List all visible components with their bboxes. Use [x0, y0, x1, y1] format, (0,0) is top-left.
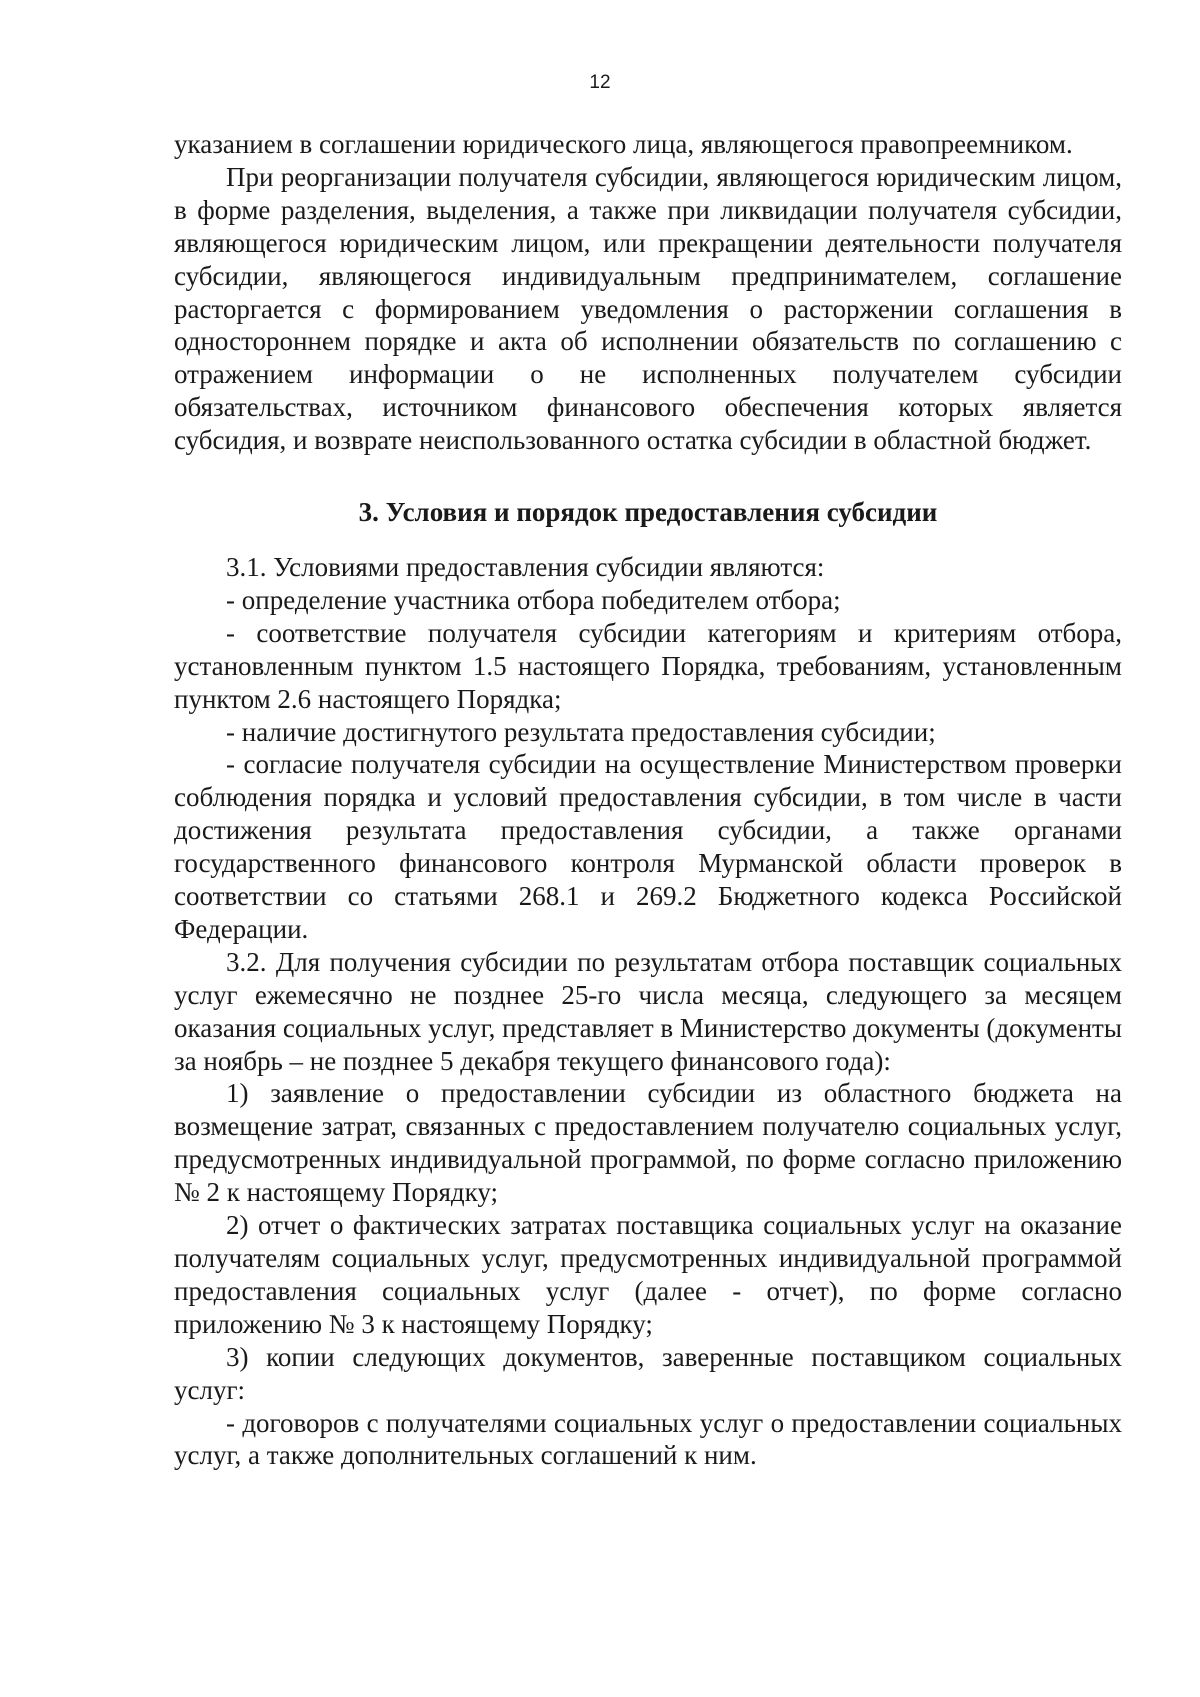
- list-item: - определение участника отбора победителем отбора;: [226, 584, 841, 615]
- list-item: - согласие получателя субсидии на осуществление Министерством проверки соблюдения порядка и условий предоставления субсидии, в том числе в части достижения результата предоставления субсидии, а также органами государственного финансового контроля Мурманской области проверок в соответствии со статьями 268.1 и 269.2 Бюджетного кодекса Российской Федерации.: [174, 749, 1122, 944]
- paragraph: При реорганизации получателя субсидии, являющегося юридическим лицом, в форме разделения, выделения, а также при ликвидации получателя субсидии, являющегося юридическим лицом, или прекращении деятельности получателя субсидии, являющегося индивидуальным предпринимателем, соглашение расторгается с формированием уведомления о расторжении соглашения в одностороннем порядке и акта об исполнении обязательств по соглашению с отражением информации о не исполненных получателем субсидии обязательствах, источником финансового обеспечения которых является субсидия, и возврате неиспользованного остатка субсидии в областной бюджет.: [174, 161, 1122, 456]
- page-number: 12: [589, 72, 611, 93]
- list-item: 2) отчет о фактических затратах поставщика социальных услуг на оказание получателям социальных услуг, предусмотренных индивидуальной программой предоставления социальных услуг (далее - отчет), по форме согласно приложению № 3 к настоящему Порядку;: [174, 1210, 1122, 1339]
- document-body: [174, 128, 1122, 1472]
- list-item: - договоров с получателями социальных услуг о предоставлении социальных услуг, а также дополнительных соглашений к ним.: [174, 1407, 1122, 1471]
- list-item: 3) копии следующих документов, заверенные поставщиком социальных услуг:: [174, 1341, 1122, 1405]
- list-item: - соответствие получателя субсидии категориям и критериям отбора, установленным пунктом 1.5 настоящего Порядка, требованиям, установленным пунктом 2.6 настоящего Порядка;: [174, 617, 1122, 714]
- list-item: 1) заявление о предоставлении субсидии из областного бюджета на возмещение затрат, связанных с предоставлением получателю социальных услуг, предусмотренных индивидуальной программой, по форме согласно приложению № 2 к настоящему Порядку;: [174, 1078, 1122, 1208]
- paragraph: 3.1. Условиями предоставления субсидии являются:: [226, 551, 825, 582]
- paragraph: 3.2. Для получения субсидии по результатам отбора поставщик социальных услуг ежемесячно не позднее 25-го числа месяца, следующего за месяцем оказания социальных услуг, представляет в Министерство документы (документы за ноябрь – не позднее 5 декабря текущего финансового года):: [174, 946, 1122, 1076]
- list-item: - наличие достигнутого результата предоставления субсидии;: [226, 716, 936, 747]
- section-heading: 3. Условия и порядок предоставления субсидии: [358, 497, 938, 528]
- paragraph: указанием в соглашении юридического лица, являющегося правопреемником.: [174, 129, 1073, 159]
